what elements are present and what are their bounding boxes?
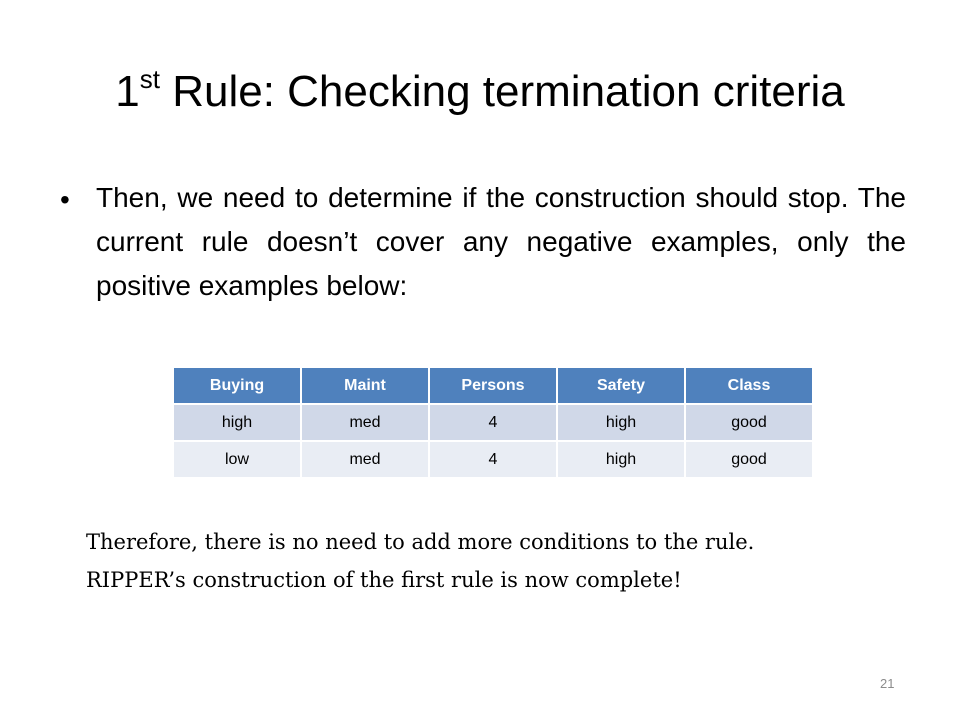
table-cell: good bbox=[685, 404, 813, 441]
table-cell: 4 bbox=[429, 441, 557, 478]
page-number: 21 bbox=[880, 676, 895, 691]
title-superscript: st bbox=[139, 64, 160, 94]
bullet-icon: • bbox=[60, 184, 70, 215]
table-cell: good bbox=[685, 441, 813, 478]
table-row bbox=[173, 441, 813, 478]
table-cell: med bbox=[301, 404, 429, 441]
conclusion-line-1: Therefore, there is no need to add more conditions to the rule. bbox=[86, 530, 755, 554]
title-prefix: 1 bbox=[115, 67, 140, 116]
table-cell: med bbox=[301, 441, 429, 478]
header-persons: Persons bbox=[429, 367, 557, 404]
header-maint: Maint bbox=[301, 367, 429, 404]
conclusion-line-2: RIPPER’s construction of the first rule is now complete! bbox=[86, 568, 682, 592]
table-header-row bbox=[173, 367, 813, 404]
bullet-text: Then, we need to determine if the construction should stop. The current rule doesn’t cover any negative examples, only the positive examples below: bbox=[96, 182, 906, 301]
header-buying: Buying bbox=[173, 367, 301, 404]
title-rest: Rule: Checking termination criteria bbox=[159, 67, 845, 116]
header-safety: Safety bbox=[557, 367, 685, 404]
table-row bbox=[173, 404, 813, 441]
table-cell: 4 bbox=[429, 404, 557, 441]
slide-title bbox=[0, 62, 960, 122]
table-cell: low bbox=[173, 441, 301, 478]
examples-table bbox=[172, 366, 814, 479]
table-cell: high bbox=[173, 404, 301, 441]
table-cell: high bbox=[557, 404, 685, 441]
header-class: Class bbox=[685, 367, 813, 404]
table-cell: high bbox=[557, 441, 685, 478]
